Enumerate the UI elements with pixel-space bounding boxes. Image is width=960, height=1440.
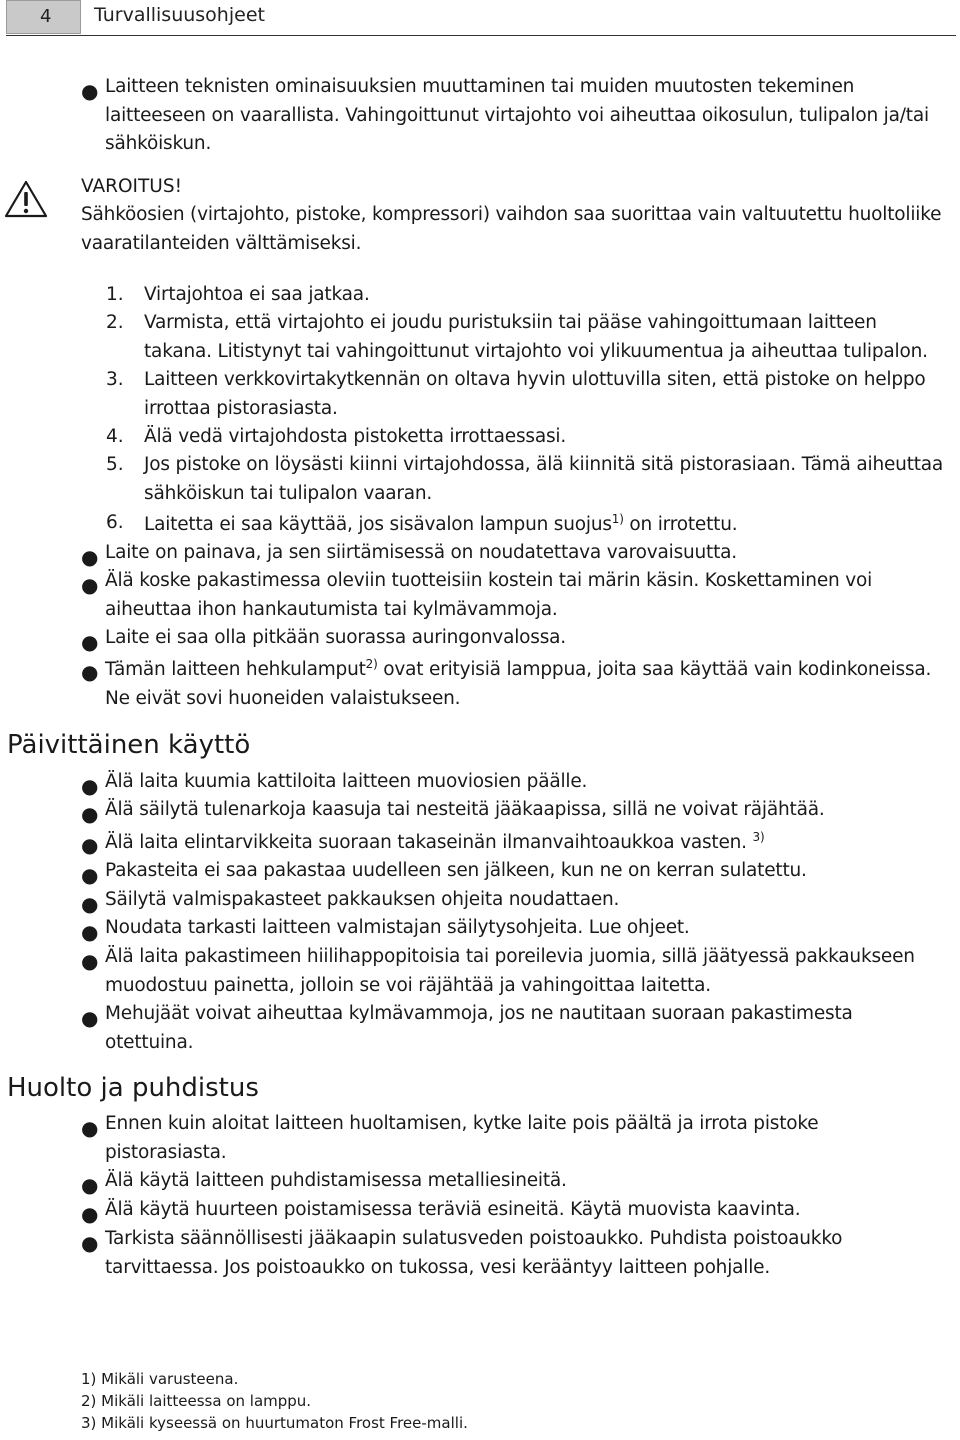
bullet-text: Älä koske pakastimessa oleviin tuotteisiin kostein tai märin käsin. Koskettaminen voi aiheuttaa ihon hankautumista tai kylmävammoja. <box>105 570 873 620</box>
bullet-icon: ● <box>81 573 99 597</box>
numbered-item <box>144 511 944 540</box>
bullet-icon: ● <box>81 660 99 684</box>
bullet-icon: ● <box>81 892 99 916</box>
header-divider <box>6 35 956 36</box>
bullet-icon: ● <box>81 545 99 569</box>
numbered-item: Virtajohtoa ei saa jatkaa. <box>144 284 370 305</box>
list-number: 2. <box>106 312 124 333</box>
bullet-icon: ● <box>81 802 99 826</box>
bullet-text-end: ovat erityisiä lamppua, joita saa käyttää vain kodinkoneissa. Ne eivät sovi huoneiden valaistukseen. <box>105 659 932 709</box>
numbered-item: Jos pistoke on löysästi kiinni virtajohdossa, älä kiinnitä sitä pistorasiaan. Tämä aiheuttaa sähköiskun tai tulipalon vaaran. <box>144 454 944 504</box>
list-number: 1. <box>106 284 124 305</box>
bullet-icon: ● <box>81 774 99 798</box>
page-number: 4 <box>40 6 52 27</box>
page-number-box <box>6 0 81 34</box>
numbered-item: Älä vedä virtajohdosta pistoketta irrottaessasi. <box>144 426 567 447</box>
bullet-icon: ● <box>81 949 99 973</box>
section-heading-maintenance: Huolto ja puhdistus <box>7 1073 259 1103</box>
bullet-icon: ● <box>81 1116 99 1140</box>
intro-bullet-text: Laitteen teknisten ominaisuuksien muuttaminen tai muiden muutosten tekeminen laitteeseen on vaarallista. Vahingoittunut virtajohto voi aiheuttaa oikosulun, tulipalon ja/tai sähköiskun. <box>105 76 929 154</box>
bullet-text: Laite ei saa olla pitkään suorassa auringonvalossa. <box>105 627 566 648</box>
bullet-icon: ● <box>81 920 99 944</box>
section-title: Turvallisuusohjeet <box>94 4 265 26</box>
bullet-text <box>105 656 940 713</box>
bullet-icon: ● <box>81 863 99 887</box>
list-number: 4. <box>106 426 124 447</box>
bullet-text: Noudata tarkasti laitteen valmistajan säilytysohjeita. Lue ohjeet. <box>105 917 690 938</box>
warning-triangle-icon <box>4 180 48 218</box>
bullet-text: Tarkista säännöllisesti jääkaapin sulatusveden poistoaukko. Puhdista poistoaukko tarvittaessa. Jos poistoaukko on tukossa, vesi kerääntyy laitteen pohjalle. <box>105 1228 843 1278</box>
warning-title: VAROITUS! <box>81 176 183 197</box>
page-header <box>6 0 956 36</box>
section-heading-daily-use: Päivittäinen käyttö <box>7 730 251 760</box>
list-number: 3. <box>106 369 124 390</box>
numbered-item: Varmista, että virtajohto ei joudu puristuksiin tai pääse vahingoittumaan laitteen takana. Litistynyt tai vahingoittunut virtajohto voi ylikuumentua ja aiheuttaa tulipalon. <box>144 312 928 362</box>
numbered-item-text: Laitetta ei saa käyttää, jos sisävalon lampun suojus <box>144 514 612 535</box>
bullet-icon: ● <box>81 1231 99 1255</box>
bullet-text-start: Älä laita elintarvikkeita suoraan takaseinän ilmanvaihtoaukkoa vasten. <box>105 832 753 853</box>
bullet-icon: ● <box>81 630 99 654</box>
bullet-icon: ● <box>81 79 99 103</box>
bullet-text: Säilytä valmispakasteet pakkauksen ohjeita noudattaen. <box>105 889 620 910</box>
footnote: 2) Mikäli laitteessa on lamppu. <box>81 1392 312 1410</box>
list-number: 6. <box>106 512 124 533</box>
bullet-text: Älä käytä huurteen poistamisessa teräviä esineitä. Käytä muovista kaavinta. <box>105 1199 801 1220</box>
bullet-text: Ennen kuin aloitat laitteen huoltamisen, kytke laite pois päältä ja irrota pistoke pistorasiasta. <box>105 1113 819 1163</box>
bullet-icon: ● <box>81 1202 99 1226</box>
bullet-text: Älä laita pakastimeen hiilihappopitoisia tai poreilevia juomia, sillä jäätyessä pakkaukseen muodostuu painetta, jolloin se voi räjähtää ja vahingoittaa laitetta. <box>105 946 915 996</box>
numbered-item: Laitteen verkkovirtakytkennän on oltava hyvin ulottuvilla siten, että pistoke on helppo irrottaa pistorasiasta. <box>144 369 926 419</box>
bullet-text-start: Tämän laitteen hehkulamput <box>105 659 366 680</box>
bullet-text: Älä käytä laitteen puhdistamisessa metalliesineitä. <box>105 1170 567 1191</box>
bullet-text: Älä laita kuumia kattiloita laitteen muoviosien päälle. <box>105 771 588 792</box>
footnote: 1) Mikäli varusteena. <box>81 1370 239 1388</box>
footnote-ref: 2) <box>365 657 378 671</box>
bullet-text <box>105 829 940 858</box>
bullet-icon: ● <box>81 833 99 857</box>
list-number: 5. <box>106 454 124 475</box>
warning-text: Sähköosien (virtajohto, pistoke, kompressori) vaihdon saa suorittaa vain valtuutettu huoltoliike vaaratilanteiden välttämiseksi. <box>81 204 942 254</box>
footnote-ref: 3) <box>752 830 765 844</box>
footnote: 3) Mikäli kyseessä on huurtumaton Frost Free-malli. <box>81 1414 468 1432</box>
bullet-icon: ● <box>81 1173 99 1197</box>
bullet-text: Mehujäät voivat aiheuttaa kylmävammoja, jos ne nautitaan suoraan pakastimesta otettuina. <box>105 1003 853 1053</box>
bullet-text: Älä säilytä tulenarkoja kaasuja tai nesteitä jääkaapissa, sillä ne voivat räjähtää. <box>105 799 825 820</box>
bullet-text: Laite on painava, ja sen siirtämisessä on noudatettava varovaisuutta. <box>105 542 737 563</box>
bullet-icon: ● <box>81 1006 99 1030</box>
numbered-item-text-end: on irrotettu. <box>623 514 738 535</box>
footnote-ref: 1) <box>611 512 624 526</box>
bullet-text: Pakasteita ei saa pakastaa uudelleen sen jälkeen, kun ne on kerran sulatettu. <box>105 860 807 881</box>
